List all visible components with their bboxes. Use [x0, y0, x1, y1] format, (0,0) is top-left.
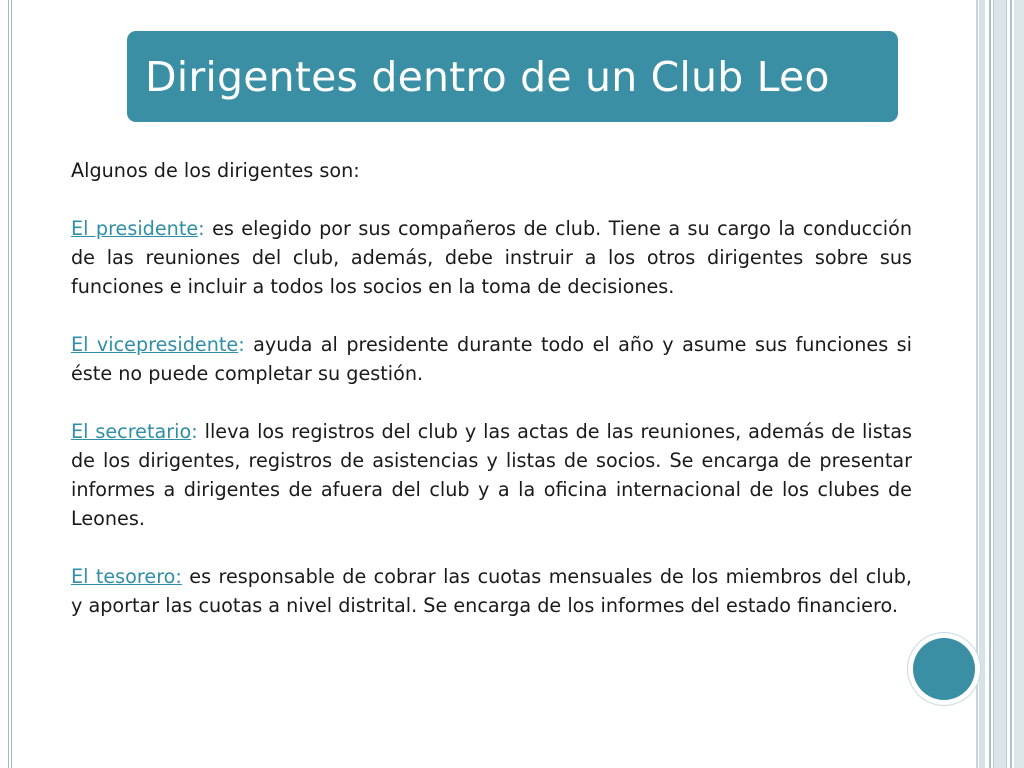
title-banner — [127, 31, 898, 122]
role-link-president[interactable]: El presidente — [71, 217, 199, 240]
right-decorative-stripes — [976, 0, 1024, 768]
decorative-circle — [913, 638, 975, 700]
intro-text: Algunos de los dirigentes son: — [71, 159, 360, 182]
role-separator: : — [198, 217, 205, 240]
role-paragraph-treasurer — [71, 562, 912, 620]
left-border-frame — [8, 0, 12, 768]
stripe — [993, 0, 1007, 768]
stripe — [979, 0, 985, 768]
stripe — [1010, 0, 1012, 768]
role-link-secretary[interactable]: El secretario — [71, 420, 192, 443]
role-link-treasurer[interactable]: El tesorero: — [71, 565, 182, 588]
role-description: ayuda al presidente durante todo el año y asume sus funciones si éste no puede completar su gestión. — [71, 333, 912, 385]
role-separator: : — [238, 333, 245, 356]
slide-body — [71, 156, 912, 620]
role-paragraph-president — [71, 214, 912, 301]
stripe — [989, 0, 991, 768]
role-description: es responsable de cobrar las cuotas mensuales de los miembros del club, y aportar las cuotas a nivel distrital. Se encarga de los informes del estado financiero. — [71, 565, 913, 617]
role-paragraph-vicepresident — [71, 330, 912, 388]
stripe — [976, 0, 978, 768]
role-paragraph-secretary — [71, 417, 912, 533]
stripe — [1014, 0, 1024, 768]
role-description: lleva los registros del club y las actas de las reuniones, además de listas de los dirigentes, registros de asistencias y listas de socios. Se encarga de presentar informes a dirigentes de afuera del club y a la oficina internacional de los clubes de Leones. — [71, 420, 912, 530]
role-separator: : — [191, 420, 198, 443]
role-link-vicepresident[interactable]: El vicepresidente — [71, 333, 239, 356]
role-description: es elegido por sus compañeros de club. Tiene a su cargo la conducción de las reuniones del club, además, debe instruir a los otros dirigentes sobre sus funciones e incluir a todos los socios en la toma de decisiones. — [71, 217, 912, 298]
slide-title: Dirigentes dentro de un Club Leo — [145, 52, 830, 101]
